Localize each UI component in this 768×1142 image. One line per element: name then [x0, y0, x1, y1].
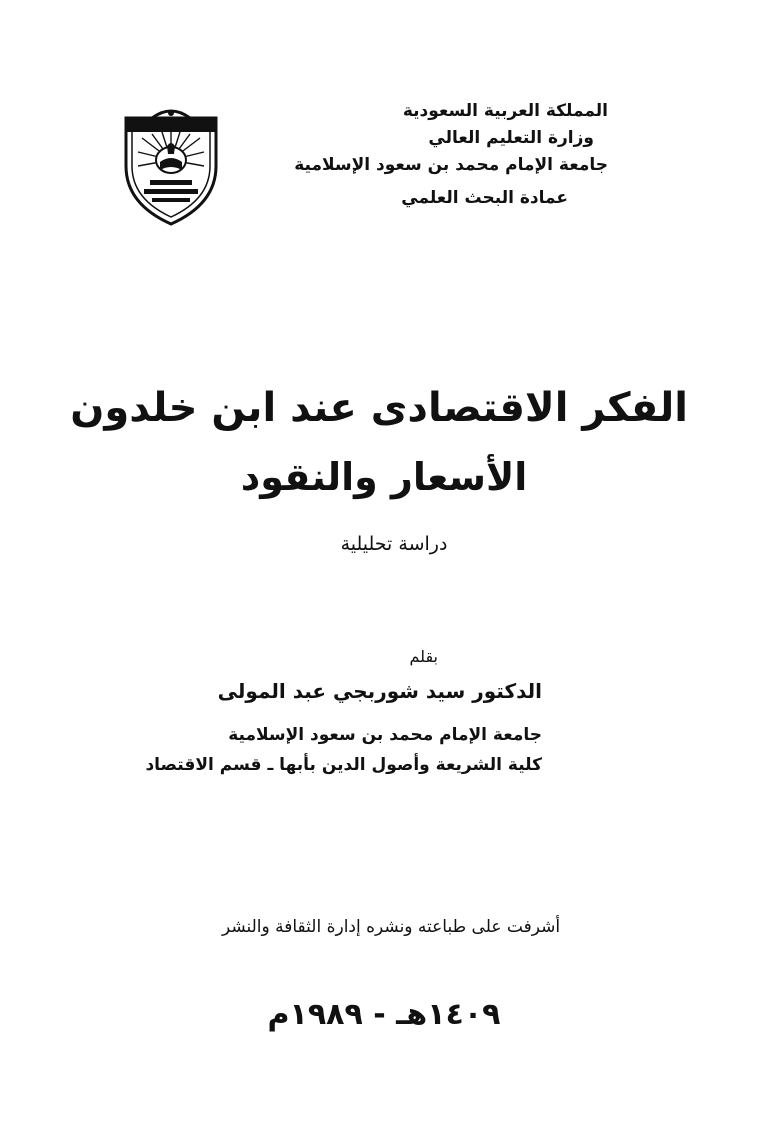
deanship-name: عمادة البحث العلمي	[401, 188, 568, 208]
publication-date: ١٤٠٩هـ - ١٩٨٩م	[267, 997, 501, 1032]
author-affiliation-department: كلية الشريعة وأصول الدين بأبها ـ قسم الاقتصاد	[145, 755, 542, 775]
book-subtitle: الأسعار والنقود	[240, 455, 528, 499]
institution-header	[278, 98, 608, 212]
author-affiliation-university: جامعة الإمام محمد بن سعود الإسلامية	[228, 725, 542, 745]
university-name: جامعة الإمام محمد بن سعود الإسلامية	[294, 155, 608, 175]
book-title: الفكر الاقتصادى عند ابن خلدون	[70, 385, 688, 431]
study-type-label: دراسة تحليلية	[340, 533, 448, 555]
publisher-note: أشرفت على طباعته ونشره إدارة الثقافة والنشر	[221, 917, 561, 937]
ministry-name: وزارة التعليم العالي	[428, 128, 594, 148]
country-name: المملكة العربية السعودية	[402, 101, 608, 121]
author-name: الدكتور سيد شوربجي عبد المولى	[217, 679, 542, 703]
university-crest-icon	[122, 104, 220, 226]
byline-label: بقلم	[409, 647, 438, 666]
